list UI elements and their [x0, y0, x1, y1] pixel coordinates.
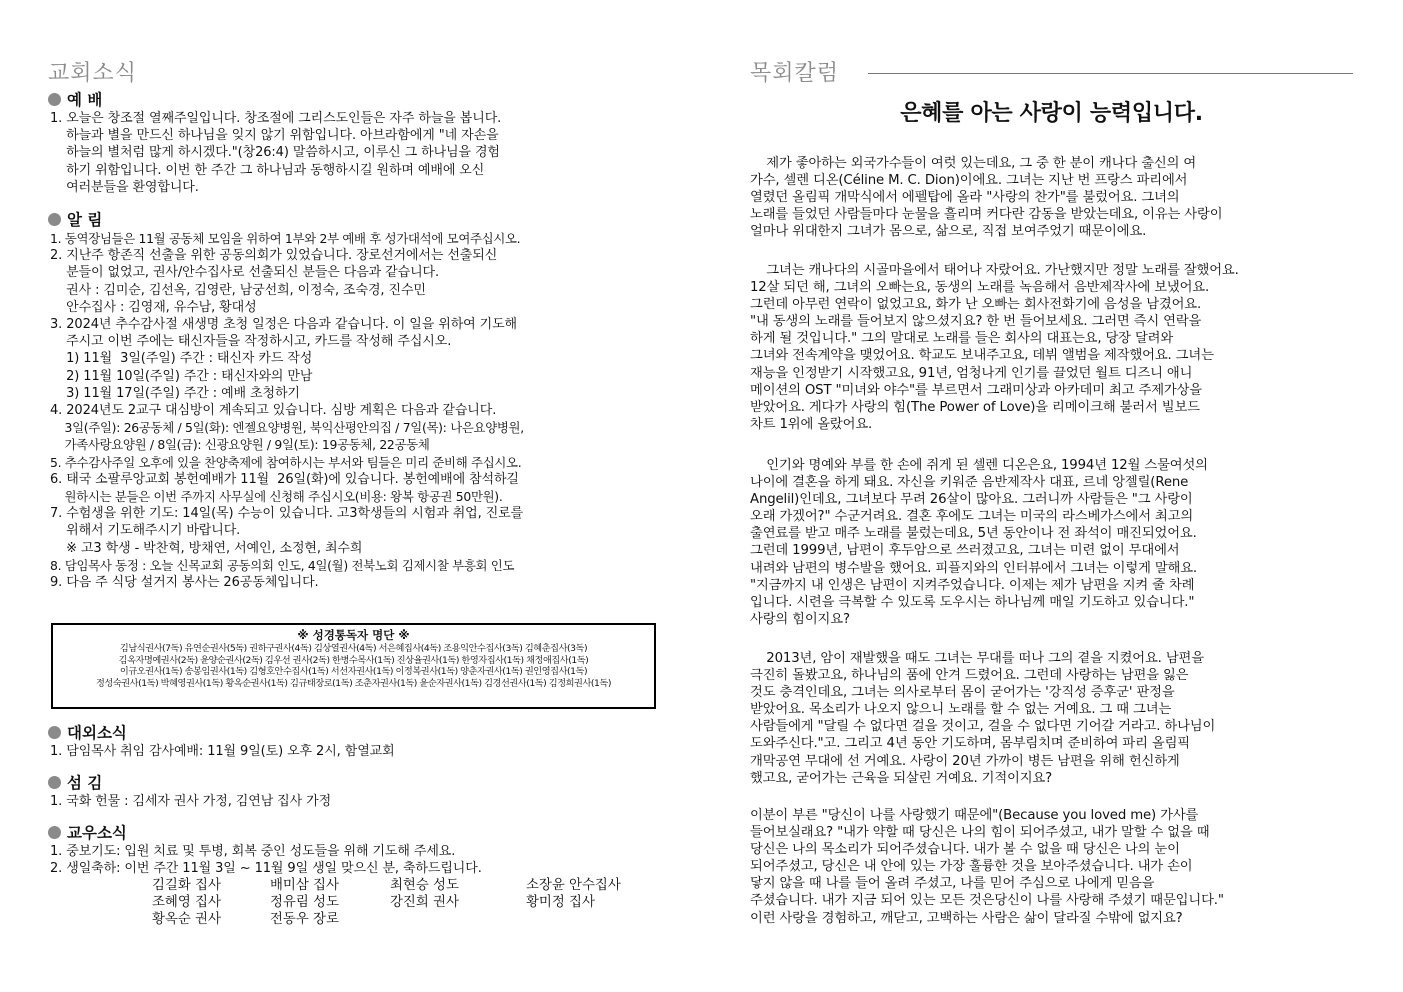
worship-title: 예 배	[67, 91, 103, 109]
notice-line: 주시고 이번 주에는 태신자들을 작정하시고, 카드를 작성해 주십시오.	[50, 334, 452, 350]
column-line: 차트 1위에 올랐어요.	[750, 416, 873, 432]
notices-section	[48, 210, 660, 591]
members-line: 2. 생일축하: 이번 주간 11월 3일 ~ 11월 9일 생일 맞으신 분, 축하드립니다.	[50, 861, 482, 877]
worship-list	[48, 110, 660, 196]
bullet-icon	[48, 213, 61, 226]
worship-line: 하늘과 별을 만드신 하나님을 잊지 않기 위함입니다. 아브라함에게 "네 자손을	[50, 128, 499, 144]
notice-line: 8. 담임목사 동정 : 오늘 신목교회 공동의회 인도, 4일(월) 전북노회 김제시찰 부흥회 인도	[50, 557, 515, 573]
service-title: 섬 김	[67, 774, 103, 792]
notice-line: 2) 11월 10일(주일) 주간 : 태신자와의 만남	[50, 368, 313, 384]
bullet-icon	[48, 776, 61, 789]
column-line: 것도 충격인데요, 그녀는 의사로부터 몸이 굳어가는 '강직성 증후군' 판정을	[750, 685, 1175, 701]
notice-line: 권사 : 김미순, 김선옥, 김영란, 남궁선희, 이정숙, 조숙경, 진수민	[50, 282, 426, 298]
birthday-name: 소장윤 안수집사	[526, 878, 621, 894]
worship-section	[48, 90, 660, 196]
external-news-line: 1. 담임목사 취임 감사예배: 11월 9일(토) 오후 2시, 함열교회	[50, 744, 395, 759]
birthday-name: 정유림 성도	[270, 895, 339, 911]
notice-line: 6. 태국 소팔루앙교회 봉헌예배가 11월 26일(화)에 있습니다. 봉헌예배에 참석하길	[50, 471, 519, 487]
notice-line: 9. 다음 주 식당 설거지 봉사는 26공동체입니다.	[50, 575, 319, 591]
column-line: 입니다. 시련을 극복할 수 있도록 도우시는 하나님께 매일 기도하고 있습니다."	[750, 594, 1195, 610]
bullet-icon	[48, 93, 61, 106]
external-news-title: 대외소식	[67, 724, 127, 742]
column-line: 되어주셨고, 당신은 내 안에 있는 가장 훌륭한 것을 보아주셨습니다. 내가 손이	[750, 859, 1193, 875]
column-paragraph	[750, 807, 1353, 927]
column-paragraph	[750, 262, 1353, 433]
birthday-name: 강진희 권사	[390, 895, 459, 911]
church-news-header: 교회소식	[48, 61, 138, 86]
external-news-section	[48, 723, 660, 760]
pastor-column-header: 목회칼럼	[750, 61, 840, 86]
birthday-name: 황미정 집사	[526, 895, 595, 911]
column-line: 이분이 부른 "당신이 나를 사랑했기 때문에"(Because you loved me) 가사를	[750, 808, 1199, 823]
notice-line: 1. 동역장님들은 11월 공동체 모임을 위하여 1부와 2부 예배 후 성가대석에 모여주십시오.	[50, 231, 521, 246]
column-line: 제가 좋아하는 외국가수들이 여럿 있는데요, 그 중 한 분이 캐나다 출신의 여	[750, 156, 1197, 171]
bullet-icon	[48, 826, 61, 839]
members-line: 1. 중보기도: 입원 치료 및 투병, 회복 중인 성도들을 위해 기도해 주세요.	[50, 844, 456, 859]
column-line: 도와주신다."고. 그리고 4년 동안 기도하며, 몸부림치며 준비하여 파리 올림픽	[750, 736, 1190, 752]
column-line: 내려와 남편의 병수발을 했어요. 피플지와의 인터뷰에서 그녀는 이렇게 말해요.	[750, 560, 1197, 576]
column-line: 메이션의 OST "미녀와 야수"를 부르면서 그래미상과 아카데미 최고 주제가상을	[750, 382, 1202, 398]
column-line: 하게 될 것입니다." 그의 말대로 노래를 들은 회사의 대표는요, 당장 달려와	[750, 331, 1174, 347]
birthday-name: 김길화 집사	[152, 878, 221, 894]
worship-line: 여러분들을 환영합니다.	[50, 179, 199, 195]
members-news-title: 교우소식	[67, 824, 127, 842]
column-line: 했고요, 굳어가는 근육을 되살린 거예요. 기적이지요?	[750, 770, 1053, 786]
bullet-icon	[48, 726, 61, 739]
column-line: 받았어요. 게다가 사랑의 힘(The Power of Love)을 리메이크해 불러서 빌보드	[750, 399, 1200, 415]
notice-line: 분들이 없었고, 권사/안수집사로 선출되신 분들은 다음과 같습니다.	[50, 265, 440, 281]
column-line: 출연료를 받고 매주 노래를 불렀는데요, 5년 동안이나 전 좌석이 매진되었어요.	[750, 526, 1197, 542]
column-paragraph	[750, 155, 1353, 240]
column-line: "지금까지 내 인생은 남편이 지켜주었습니다. 이제는 제가 남편을 지켜 줄 차례	[750, 577, 1195, 593]
column-line: 가수, 셀렌 디온(Céline M. C. Dion)이에요. 그녀는 지난 번 프랑스 파리에서	[750, 173, 1188, 189]
column-line: 사람들에게 "달릴 수 없다면 걸을 것이고, 걸을 수 없다면 기어갈 거라고. 하나님이	[750, 719, 1216, 735]
birthday-list	[152, 877, 660, 928]
column-line: 닿지 않을 때 나를 들어 올려 주셨고, 나를 믿어 주심으로 나에게 믿음을	[750, 876, 1155, 892]
column-paragraph	[750, 457, 1353, 628]
notice-line: 1) 11월 3일(주일) 주간 : 태신자 카드 작성	[50, 351, 313, 367]
bible-readers-title: ※ 성경통독자 명단 ※	[297, 628, 410, 642]
column-line: 개막공연 무대에 선 거예요. 사랑이 20년 가까이 병든 남편을 위해 헌신하게	[750, 753, 1180, 769]
notice-line: 4. 2024년도 2교구 대심방이 계속되고 있습니다. 심방 계획은 다음과 같습니다.	[50, 403, 497, 419]
column-line: 12살 되던 해, 그녀의 오빠는요, 동생의 노래를 녹음해서 음반제작사에 보냈어요.	[750, 280, 1210, 296]
column-line: 그런데 아무런 연락이 없었고요, 화가 난 오빠는 회사전화기에 음성을 남겼어요.	[750, 297, 1202, 313]
column-line: 사랑의 힘이지요?	[750, 611, 850, 627]
header-divider	[868, 73, 1353, 74]
column-line: 2013년, 암이 재발했을 때도 그녀는 무대를 떠나 그의 곁을 지켰어요. 남편을	[750, 651, 1204, 666]
notice-line: 5. 추수감사주일 오후에 있을 찬양축제에 참여하시는 부서와 팀들은 미리 준비해 주십시오.	[50, 454, 522, 470]
column-line: 인기와 명예와 부를 한 손에 쥐게 된 셀렌 디온은요, 1994년 12월 스물여섯의	[750, 458, 1208, 473]
column-line: 들어보실래요? "내가 약할 때 당신은 나의 힘이 되어주셨고, 내가 말할 수 없을 때	[750, 825, 1210, 841]
notice-line: 3) 11월 17일(주일) 주간 : 예배 초청하기	[50, 385, 300, 401]
bible-readers-line: 이규오권사(1독) 송봉임권사(1독) 김형호안수집사(1독) 서선자권사(1독) 이정복권사(1독) 양춘자권사(1독) 권인영집사(1독)	[119, 666, 588, 678]
notice-line: 2. 지난주 항존직 선출을 위한 공동의회가 있었습니다. 장로선거에서는 선출되신	[50, 248, 498, 264]
column-line: 얼마나 위대한지 그녀가 몸으로, 삶으로, 직접 보여주었기 때문이에요.	[750, 224, 1147, 240]
bible-readers-line: 김옥자명예권사(2독) 윤양순권사(2독) 김우선 권사(2독) 한병수목사(1독) 진상율권사(1독) 한영자집사(1독) 채정애집사(1독)	[118, 654, 589, 666]
bible-readers-line: 정성숙권사(1독) 박혜영권사(1독) 황옥순권사(1독) 김규태장로(1독) 조춘자권사(1독) 윤순자권사(1독) 김경선권사(1독) 김정희권사(1독)	[95, 677, 611, 689]
column-line: 나이에 결혼을 하게 돼요. 자신을 키워준 음반제작사 대표, 르네 앙젤릴(Rene	[750, 475, 1189, 491]
column-line: 받았어요. 목소리가 나오지 않으니 노래를 할 수 없는 거예요. 그 때 그녀는	[750, 702, 1172, 718]
notice-line: 3. 2024년 추수감사절 새생명 초청 일정은 다음과 같습니다. 이 일을 위하여 기도해	[50, 317, 518, 333]
column-line: 주셨습니다. 내가 지금 되어 있는 모든 것은당신이 나를 사랑해 주셨기 때문입니다."	[750, 893, 1224, 909]
worship-line: 하기 위함입니다. 이번 한 주간 그 하나님과 동행하시길 원하며 예배에 오신	[50, 162, 485, 178]
column-line: 노래를 들었던 사람들마다 눈물을 흘리며 커다란 감동을 받았는데요, 이유는 사랑이	[750, 207, 1223, 223]
column-line: 그런데 1999년, 남편이 후두암으로 쓰러졌고요, 그녀는 미련 없이 무대에서	[750, 543, 1180, 559]
column-line: 당신은 나의 목소리가 되어주셨습니다. 내가 볼 수 없을 때 당신은 나의 눈이	[750, 842, 1180, 858]
birthday-name: 전동우 장로	[270, 912, 339, 928]
column-paragraph	[750, 650, 1353, 787]
notices-title: 알 림	[67, 211, 103, 229]
worship-line: 하늘의 별처럼 많게 하시겠다."(창26:4) 말씀하시고, 이루신 그 하나님을 경험	[50, 145, 500, 161]
column-line: 오래 가겠어?" 수군거려요. 결혼 후에도 그녀는 미국의 라스베가스에서 최고의	[750, 509, 1194, 525]
worship-line: 1. 오늘은 창조절 열째주일입니다. 창조절에 그리스도인들은 자주 하늘을 봅니다.	[50, 111, 502, 126]
birthday-name: 조혜영 집사	[152, 895, 221, 911]
column-line: "내 동생의 노래를 들어보지 않으셨지요? 한 번 들어보세요. 그러면 즉시 연락을	[750, 314, 1202, 330]
notice-line: 안수집사 : 김영재, 유수남, 황대성	[50, 299, 257, 315]
birthday-name: 최현승 성도	[390, 878, 459, 894]
birthday-name: 배미삼 집사	[270, 878, 339, 894]
column-line: Angelil)인데요, 그녀보다 무려 26살이 많아요. 그러니까 사람들은 "그 사랑이	[750, 492, 1193, 508]
notice-line: 가족사랑요양원 / 8일(금): 신광요양원 / 9일(토): 19공동체, 22공동체	[50, 437, 430, 453]
birthday-name: 황옥순 권사	[152, 912, 221, 928]
notice-line: 위해서 기도해주시기 바랍니다.	[50, 523, 241, 539]
notices-list	[48, 230, 660, 591]
column-title: 은혜를 아는 사랑이 능력입니다.	[900, 101, 1203, 126]
notice-line: 3일(주일): 26공동체 / 5일(화): 엔젤요양병원, 북익산평안의집 / 7일(목): 나은요양병원,	[50, 420, 524, 436]
notice-line: ※ 고3 학생 - 박찬혁, 방채연, 서예인, 소정현, 최수희	[50, 540, 363, 556]
column-line: 그녀는 캐나다의 시골마을에서 태어나 자랐어요. 가난했지만 정말 노래를 잘했어요.	[750, 263, 1239, 278]
service-line: 1. 국화 헌물 : 김세자 권사 가정, 김연남 집사 가정	[50, 794, 332, 809]
members-news-section	[48, 823, 660, 928]
column-line: 열렸던 올림픽 개막식에서 에펠탑에 올라 "사랑의 찬가"를 불렀어요. 그녀의	[750, 190, 1180, 206]
service-section	[48, 773, 660, 810]
column-line: 재능을 인정받기 시작했고요, 91년, 엄청나게 인기를 끌었던 월트 디즈니 애니	[750, 365, 1193, 381]
bible-readers-line: 김남식권사(7독) 유연순권사(5독) 권하구권사(4독) 김상열권사(4독) 서은혜집사(4독) 조용익안수집사(3독) 김혜춘집사(3독)	[119, 643, 588, 654]
column-line: 이런 사랑을 경험하고, 깨닫고, 고백하는 사람은 삶이 달라질 수밖에 없지요?	[750, 910, 1183, 926]
column-line: 극진히 돌봤고요, 하나님의 품에 안겨 드렸어요. 그런데 사랑하는 남편을 잃은	[750, 668, 1189, 684]
notice-line: 7. 수험생을 위한 기도: 14일(목) 수능이 있습니다. 고3학생들의 시험과 취업, 진로를	[50, 506, 524, 522]
notice-line: 원하시는 분들은 이번 주까지 사무실에 신청해 주십시오(비용: 왕복 항공권 50만원).	[50, 489, 503, 505]
column-line: 그녀와 전속계약을 맺었어요. 학교도 보내주고요, 데뷔 앨범을 제작했어요. 그녀는	[750, 348, 1214, 364]
bible-readers-box	[51, 623, 656, 709]
